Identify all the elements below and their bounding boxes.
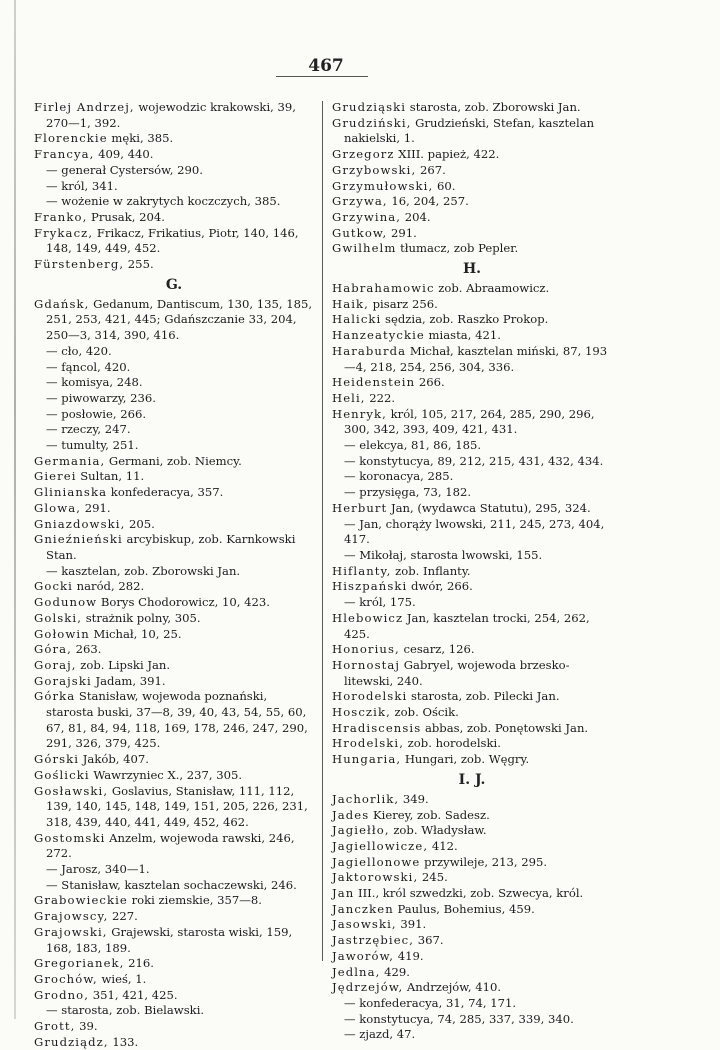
index-entry <box>34 147 314 163</box>
index-entry-references: zob. Lipski Jan. <box>76 657 171 672</box>
index-entry-headword: Glinianska <box>34 485 108 500</box>
index-subentry: — cło, 420. <box>46 343 112 358</box>
column-divider <box>322 101 323 961</box>
index-entry <box>34 988 314 1004</box>
index-entry-headword: Jagiełło, <box>332 823 390 838</box>
index-entry-headword: Jędrzejów, <box>332 980 404 995</box>
index-entry-references: 291. <box>81 500 111 515</box>
index-entry-references: Kierey, zob. Sadesz. <box>369 807 490 822</box>
page-number: 467 <box>308 56 344 76</box>
index-entry <box>34 297 314 344</box>
index-entry <box>332 281 612 297</box>
index-entry <box>34 642 314 658</box>
index-entry-references: Wawrzyniec X., 237, 305. <box>89 767 243 782</box>
index-entry-references: 204. <box>401 209 431 224</box>
index-entry <box>332 917 612 933</box>
index-entry <box>34 674 314 690</box>
index-entry-references: Prusak, 204. <box>87 209 165 224</box>
index-entry <box>34 1035 314 1050</box>
index-entry <box>332 721 612 737</box>
index-entry-headword: Henryk, <box>332 406 387 421</box>
index-subentry: — kasztelan, zob. Zborowski Jan. <box>46 563 241 578</box>
index-entry <box>34 956 314 972</box>
index-subentry: — elekcya, 81, 86, 185. <box>344 438 482 453</box>
index-entry-headword: Jaworów, <box>332 948 395 963</box>
index-entry-references: Jan, (wydawca Statutu), 295, 324. <box>387 500 591 515</box>
index-entry-references: 39. <box>75 1019 98 1034</box>
index-subentry: — przysięga, 73, 182. <box>344 485 472 500</box>
index-entry-references: Sultan, 11. <box>76 469 145 484</box>
index-entry <box>332 297 612 313</box>
index-entry-headword: Grudziądz, <box>34 1034 109 1049</box>
index-entry <box>34 831 314 862</box>
index-entry-headword: Hanzeatyckie <box>332 328 425 343</box>
index-entry-references: Paulus, Bohemius, 459. <box>393 901 535 916</box>
index-subentry: — starosta, zob. Bielawski. <box>46 1003 205 1018</box>
index-subentry: — konstytucya, 74, 285, 337, 339, 340. <box>344 1011 574 1026</box>
index-subentry: — piwowarzy, 236. <box>46 390 156 405</box>
page-number-rule <box>276 76 368 77</box>
index-entry-references: 267. <box>416 162 446 177</box>
index-entry-headword: Hlebowicz <box>332 610 404 625</box>
index-subentry: — wożenie w zakrytych koczczych, 385. <box>46 194 281 209</box>
index-entry-references: król, 105, 217, 264, 285, 290, 296, 300, 342, 393, 409, 421, 431. <box>344 406 595 437</box>
index-entry-headword: Jachorlik, <box>332 791 400 806</box>
index-entry-headword: Heli, <box>332 390 366 405</box>
index-entry-headword: Jastrzębiec, <box>332 933 415 948</box>
index-entry-references: Andrzejów, 410. <box>403 980 502 995</box>
index-entry-headword: Gorajski <box>34 673 92 688</box>
index-entry-headword: Górski <box>34 752 80 767</box>
index-entry-headword: Grzybowski, <box>332 162 417 177</box>
index-entry-headword: Francya, <box>34 147 95 162</box>
index-entry-headword: Janczken <box>332 901 394 916</box>
index-subentry: — zjazd, 47. <box>344 1027 416 1042</box>
index-entry-headword: Grabowieckie <box>34 893 128 908</box>
section-letter-heading: G. <box>165 276 183 293</box>
index-entry-headword: Haraburda <box>332 343 407 358</box>
index-entry-references: 419. <box>394 948 424 963</box>
index-entry-references: Frikacz, Frikatius, Piotr, 140, 146, 148, 149, 449, 452. <box>46 225 299 256</box>
index-entry <box>332 163 612 179</box>
index-entry <box>332 705 612 721</box>
index-entry <box>332 870 612 886</box>
index-subentry: — Jan, chorąży lwowski, 211, 245, 273, 404, 417. <box>344 516 605 547</box>
index-entry-references: Michał, kasztelan miński, 87, 193—4, 218, 254, 256, 304, 336. <box>344 343 608 374</box>
index-entry-references: Hungari, zob. Węgry. <box>401 752 530 767</box>
index-entry-headword: Heidenstein <box>332 375 416 390</box>
index-entry-headword: Horodelski <box>332 689 408 704</box>
index-entry <box>332 116 612 147</box>
index-entry-references: zob. Ościk. <box>390 705 459 720</box>
index-entry-headword: Honorius, <box>332 642 400 657</box>
index-entry-headword: Gwilhelm <box>332 241 397 256</box>
index-entry-references: sędzia, zob. Raszko Prokop. <box>381 312 549 327</box>
index-entry <box>332 855 612 871</box>
index-entry-references: 227. <box>108 909 138 924</box>
index-entry-references: 245. <box>418 870 448 885</box>
index-entry-references: 291. <box>387 225 417 240</box>
index-entry-headword: Hornostaj <box>332 657 401 672</box>
index-subentry: — koronacya, 285. <box>344 469 454 484</box>
index-entry <box>332 949 612 965</box>
index-entry-references: 60. <box>433 178 456 193</box>
index-entry <box>34 925 314 956</box>
index-entry-headword: Gostomski <box>34 830 106 845</box>
index-entry-references: wieś, 1. <box>97 971 147 986</box>
index-entry-references: Jakób, 407. <box>79 752 149 767</box>
index-entry-references: 255. <box>124 257 154 272</box>
index-entry-headword: Hungaria, <box>332 752 402 767</box>
index-entry <box>34 257 314 273</box>
index-entry <box>332 689 612 705</box>
index-entry <box>34 532 314 563</box>
index-entry-references: 16, 204, 257. <box>387 194 469 209</box>
index-entry <box>332 886 612 902</box>
index-entry-references: 133. <box>108 1034 139 1049</box>
index-entry <box>332 839 612 855</box>
index-entry-references: Jan, kasztelan trocki, 254, 262, 425. <box>344 610 590 641</box>
index-entry-references: dwór, 266. <box>407 579 473 594</box>
index-subentry: — Jarosz, 340—1. <box>46 862 150 877</box>
index-entry-references: strażnik polny, 305. <box>82 610 201 625</box>
index-entry <box>332 752 612 768</box>
index-entry-references: konfederacya, 357. <box>107 485 224 500</box>
index-entry-headword: Jagiellonowe <box>332 854 421 869</box>
index-entry-references: Grajewski, starosta wiski, 159, 168, 183, 189. <box>46 924 293 955</box>
index-entry-references: 205. <box>125 516 155 531</box>
index-entry-references: Gedanum, Dantiscum, 130, 135, 185, 251, 253, 421, 445; Gdańszczanie 33, 204, 250—3, 314, 390, 416. <box>46 296 313 343</box>
index-entry <box>332 579 612 595</box>
index-entry <box>332 391 612 407</box>
index-entry <box>34 595 314 611</box>
index-entry-headword: Halicki <box>332 312 382 327</box>
index-entry-headword: Gosławski, <box>34 783 109 798</box>
index-entry-references: Jadam, 391. <box>91 673 166 688</box>
index-entry-references: zob. Inflanty. <box>391 563 471 578</box>
index-entry <box>34 501 314 517</box>
index-entry-headword: Herburt <box>332 500 388 515</box>
index-column-left <box>34 100 314 1050</box>
index-entry-references: wojewodzic krakowski, 39, 270—1, 392. <box>46 100 296 130</box>
index-entry-headword: Grzymułowski, <box>332 178 434 193</box>
index-entry <box>34 689 314 752</box>
index-entry-references: naród, 282. <box>72 579 145 594</box>
index-entry-references: starosta, zob. Zborowski Jan. <box>406 100 581 114</box>
index-subentry: — konstytucya, 89, 212, 215, 431, 432, 434. <box>344 453 604 468</box>
index-entry-references: Borys Chodorowicz, 10, 423. <box>97 595 270 610</box>
index-entry-headword: Grott, <box>34 1019 76 1034</box>
index-entry-headword: Gniazdowski, <box>34 516 126 531</box>
index-entry <box>34 611 314 627</box>
index-entry <box>332 658 612 689</box>
index-entry-headword: Goraj, <box>34 657 77 672</box>
index-entry-headword: Grochów, <box>34 971 98 986</box>
index-entry-headword: Goślicki <box>34 767 90 782</box>
index-entry <box>332 642 612 658</box>
index-entry-references: pisarz 256. <box>368 296 438 311</box>
index-entry-references: Stanisław, wojewoda poznański, starosta buski, 37—8, 39, 40, 43, 54, 55, 60, 67, 81, 84, 94, 118, 169, 178, 246, 247, 290, 291, 326, 379, 425. <box>46 689 308 751</box>
index-column-right <box>332 100 612 1043</box>
index-entry-headword: Jades <box>332 807 370 822</box>
index-entry-headword: Jasowski, <box>332 917 397 932</box>
index-entry <box>34 752 314 768</box>
index-entry-references: Gabryel, wojewoda brzesko-litewski, 240. <box>344 657 570 688</box>
index-entry <box>332 611 612 642</box>
index-entry <box>332 344 612 375</box>
index-entry <box>332 933 612 949</box>
index-entry <box>34 100 314 131</box>
index-entry-headword: Jedlna, <box>332 964 381 979</box>
index-entry-headword: Hrodelski, <box>332 736 404 751</box>
page-edge-shadow <box>14 0 16 1019</box>
index-entry-references: 391. <box>396 917 427 932</box>
index-entry <box>332 100 612 116</box>
index-entry <box>332 823 612 839</box>
index-entry-references: 429. <box>380 964 410 979</box>
index-entry-references: Germani, zob. Niemcy. <box>105 453 242 468</box>
index-entry-headword: Grajowscy, <box>34 909 109 924</box>
index-entry-headword: Hiszpański <box>332 579 408 594</box>
index-subentry: — rzeczy, 247. <box>46 422 131 437</box>
index-entry-headword: Godunow <box>34 595 98 610</box>
index-entry <box>34 1019 314 1035</box>
index-entry <box>34 579 314 595</box>
index-entry-references: abbas, zob. Ponętowski Jan. <box>421 720 589 735</box>
index-entry-headword: Gregorianek, <box>34 956 125 971</box>
index-entry <box>332 147 612 163</box>
index-entry-references: III., król szwedzki, zob. Szwecya, król. <box>354 886 584 901</box>
index-entry-headword: Grzywina, <box>332 209 402 224</box>
index-entry-references: 367. <box>414 933 444 948</box>
index-entry-references: 216. <box>124 956 154 971</box>
index-entry <box>332 965 612 981</box>
index-entry-references: 266. <box>415 375 445 390</box>
index-subentry: — król, 341. <box>46 178 118 193</box>
index-entry-references: miasta, 421. <box>424 328 501 343</box>
index-subentry: — Stanisław, kasztelan sochaczewski, 246. <box>46 877 297 892</box>
index-entry <box>332 241 612 257</box>
index-subentry: — Mikołaj, starosta lwowski, 155. <box>344 547 543 562</box>
index-entry-headword: Florenckie <box>34 131 108 146</box>
index-entry-headword: Gnieźnieński <box>34 532 123 547</box>
index-entry-headword: Jaktorowski, <box>332 870 419 885</box>
index-subentry: — komisya, 248. <box>46 375 143 390</box>
index-entry-references: XIII. papież, 422. <box>394 147 500 162</box>
index-entry-headword: Firlej Andrzej, <box>34 100 135 114</box>
index-entry <box>34 131 314 147</box>
index-entry-headword: Haik, <box>332 296 369 311</box>
index-entry-headword: Hradiscensis <box>332 720 422 735</box>
index-entry-references: arcybiskup, zob. Karnkowski Stan. <box>46 532 296 562</box>
index-entry-headword: Gołowin <box>34 626 90 641</box>
index-entry-headword: Glowa, <box>34 500 82 515</box>
index-entry-references: Anzelm, wojewoda rawski, 246, 272. <box>46 830 295 861</box>
section-letter-heading: I. J. <box>458 771 486 788</box>
index-entry-headword: Germania, <box>34 453 106 468</box>
index-entry <box>34 627 314 643</box>
index-entry <box>332 736 612 752</box>
index-entry <box>34 517 314 533</box>
index-entry <box>34 210 314 226</box>
index-entry <box>332 808 612 824</box>
index-subentry: — tumulty, 251. <box>46 438 139 453</box>
index-entry <box>332 792 612 808</box>
index-entry <box>34 784 314 831</box>
section-letter-heading: H. <box>462 261 482 278</box>
index-entry-headword: Jan <box>332 886 355 901</box>
index-entry <box>34 469 314 485</box>
index-subentry: — konfederacya, 31, 74, 171. <box>344 995 517 1010</box>
index-entry <box>34 893 314 909</box>
index-entry <box>332 194 612 210</box>
index-entry-references: 263. <box>71 642 102 657</box>
index-entry <box>332 980 612 996</box>
index-entry-references: zob. Abraamowicz. <box>434 281 550 296</box>
index-entry <box>332 564 612 580</box>
index-entry-references: 409, 440. <box>94 147 154 162</box>
index-entry-references: Grudzieński, Stefan, kasztelan nakielski, 1. <box>344 115 595 146</box>
index-entry <box>332 210 612 226</box>
index-entry <box>34 658 314 674</box>
index-entry-headword: Grudziński, <box>332 115 412 130</box>
index-entry-references: cesarz, 126. <box>399 642 475 657</box>
index-entry-headword: Górka <box>34 689 76 704</box>
index-entry-headword: Gutkow, <box>332 225 388 240</box>
index-entry-references: zob. horodelski. <box>404 736 501 751</box>
index-entry-headword: Jagiellowicze, <box>332 838 429 853</box>
index-entry-headword: Franko, <box>34 209 88 224</box>
index-entry <box>332 902 612 918</box>
index-entry-headword: Golski, <box>34 610 83 625</box>
index-entry <box>332 407 612 438</box>
index-entry <box>34 909 314 925</box>
index-entry-headword: Grudziąski <box>332 100 407 114</box>
index-entry-headword: Habrahamowic <box>332 281 435 296</box>
index-entry-headword: Grzywa, <box>332 194 388 209</box>
index-entry-headword: Grodno, <box>34 987 90 1002</box>
index-entry-headword: Gierei <box>34 469 77 484</box>
index-entry-headword: Gocki <box>34 579 73 594</box>
index-entry-references: starosta, zob. Pilecki Jan. <box>407 689 560 704</box>
index-entry-references: zob. Władysław. <box>389 823 487 838</box>
index-entry-references: 349. <box>399 791 429 806</box>
index-entry-references: Goslavius, Stanisław, 111, 112, 139, 140, 145, 148, 149, 151, 205, 226, 231, 318, 439, 440, 441, 449, 452, 462. <box>46 783 308 829</box>
index-subentry: — fąncol, 420. <box>46 359 131 374</box>
index-subentry: — król, 175. <box>344 595 416 610</box>
index-entry <box>332 312 612 328</box>
index-entry-headword: Gdańsk, <box>34 296 90 311</box>
index-entry <box>332 501 612 517</box>
index-entry <box>34 485 314 501</box>
index-subentry: — posłowie, 266. <box>46 406 147 421</box>
index-entry-references: 351, 421, 425. <box>89 987 178 1002</box>
index-entry-references: 222. <box>365 390 396 405</box>
index-entry-headword: Frykacz, <box>34 225 94 240</box>
index-entry-headword: Hiflanty, <box>332 563 392 578</box>
index-entry-headword: Hosczik, <box>332 705 391 720</box>
index-entry-references: tłumacz, zob Pepler. <box>396 241 519 256</box>
index-subentry: — generał Cystersów, 290. <box>46 162 203 177</box>
index-entry <box>34 768 314 784</box>
index-entry-references: roki ziemskie, 357—8. <box>127 893 262 908</box>
index-entry <box>34 226 314 257</box>
index-entry-references: Michał, 10, 25. <box>89 626 182 641</box>
index-entry-headword: Fürstenberg, <box>34 257 125 272</box>
index-entry <box>332 375 612 391</box>
index-entry <box>332 179 612 195</box>
index-entry <box>332 226 612 242</box>
index-entry-references: 412. <box>428 838 458 853</box>
index-entry <box>332 328 612 344</box>
index-entry-headword: Grzegorz <box>332 147 395 162</box>
index-entry <box>34 972 314 988</box>
index-entry <box>34 454 314 470</box>
index-entry-references: męki, 385. <box>107 131 174 146</box>
index-entry-headword: Góra, <box>34 642 72 657</box>
index-entry-headword: Grajowski, <box>34 924 108 939</box>
index-entry-references: przywileje, 213, 295. <box>420 854 548 869</box>
